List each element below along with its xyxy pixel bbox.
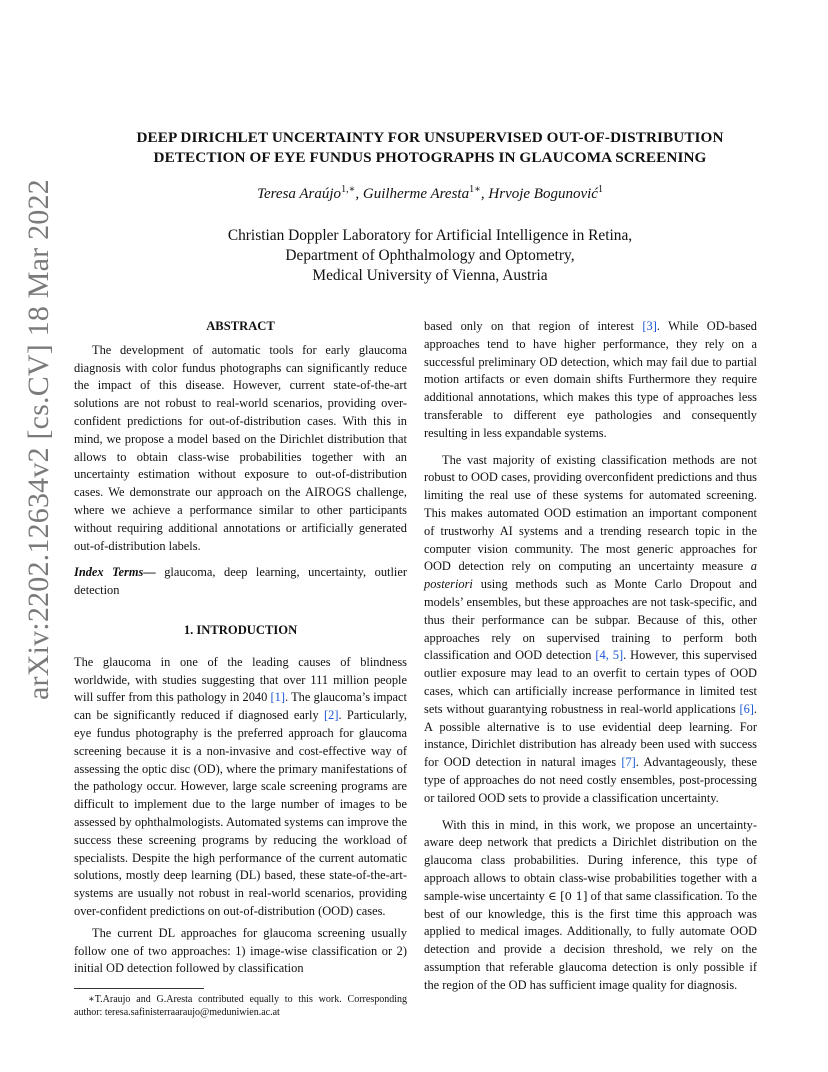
text-run: . However, this supervised outlier exposure may lead to an overfit to certain types of OOD cases, which can artificially increase performance in limited test sets without guarantying robustness in real-world applications — [424, 648, 757, 716]
index-terms — [74, 564, 407, 600]
citation-link[interactable]: [4, 5] — [595, 648, 624, 663]
title-line-1: DEEP DIRICHLET UNCERTAINTY FOR UNSUPERVISED OUT-OF-DISTRIBUTION — [136, 129, 724, 146]
author-name: Guilherme Aresta — [362, 186, 470, 202]
text-run: . While OD-based approaches tend to have higher performance, they rely on a successful preliminary OD detection, which may fail due to partial motion artifacts or even domain shifts Furthermore they require additional annotations, which makes this type of approaches less transferable to different eye pathologies and consequently resulting in less expandable systems. — [424, 319, 758, 440]
intro-paragraph-1 — [74, 654, 407, 921]
body-paragraph — [424, 318, 757, 443]
author-list: Teresa Araújo$^{1,∗}$, Guilherme Aresta$^{1∗}$, Hrvoje Bogunović$^1$ — [257, 184, 603, 202]
text-run: The glaucoma in one of the leading causes of blindness worldwide, with studies suggesting that over 111 million people will suffer from this pathology in 2040 — [74, 654, 407, 705]
affiliation-line: Department of Ophthalmology and Optometry, — [285, 247, 575, 264]
author-mark: 1∗ — [469, 184, 481, 195]
text-run: based only on that region of interest — [424, 319, 643, 333]
affiliation-line: Christian Doppler Laboratory for Artificial Intelligence in Retina, — [227, 227, 633, 244]
footnote-divider — [74, 988, 204, 989]
emphasis-text: a posteriori — [424, 559, 757, 592]
paper-title — [70, 128, 790, 168]
affiliation — [70, 226, 790, 286]
text-run: The vast majority of existing classification methods are not robust to OOD cases, providing overconfident predictions and thus limiting the real use of these systems for automated screening. This makes automated OOD estimation an important component of trustworhy AI systems and a trending research topic in the computer vision community. The most generic approaches for OOD detection rely on computing an uncertainty measure — [424, 452, 757, 574]
introduction-heading: 1. INTRODUCTION — [183, 622, 298, 637]
author-mark: 1 — [597, 184, 603, 195]
text-run: With this in mind, in this work, we propose an uncertainty-aware deep network that predicts a Dirichlet distribution on the glaucoma class probabilities. During inference, this type of approach allows to obtain class-wise probabilities together with a sample-wise uncertainty — [424, 817, 757, 903]
citation-link[interactable]: [7] — [621, 755, 636, 770]
text-run: of that same classification. To the best of our knowledge, this is the first time this approach was applied to medical images. Additionally, to fully automate OOD detection and provide a decision threshold, we rely on the assumption that referable glaucoma detection is only possible if the region of the OD has sufficient image quality for diagnosis. — [424, 888, 757, 992]
text-run: using methods such as Monte Carlo Dropout and models’ ensembles, but these approaches are not task-specific, and thus their performance can be subpar. Because of this, other approaches rely on supervised training to perform both classification and OOD detection — [424, 577, 757, 663]
author-mark: 1,∗ — [341, 184, 356, 195]
right-column — [424, 318, 757, 994]
affiliation-line: Medical University of Vienna, Austria — [312, 267, 548, 284]
body-paragraph — [424, 452, 757, 808]
text-run: . The glaucoma’s impact can be significantly reduced if diagnosed early — [74, 690, 407, 723]
author-name: Teresa Araújo — [257, 186, 342, 202]
author-name: Hrvoje Bogunović — [488, 186, 598, 202]
citation-link[interactable]: [3] — [642, 319, 657, 333]
index-terms-label: Index Terms— — [74, 565, 156, 580]
title-line-2: DETECTION OF EYE FUNDUS PHOTOGRAPHS IN GLAUCOMA SCREENING — [153, 149, 707, 166]
text-run: . Particularly, eye fundus photography is the preferred approach for glaucoma screening because it is a non-invasive and cost-effective way of assessing the optic disc (OD), where the primary manifestations of the pathology occur. However, large scale screening programs are difficult to implement due to the large number of images to be assessed by ophthalmologists. Automated systems can improve the success these screening programs by reducing the workload of specialists. Despite the high performance of the current automatic solutions, mostly deep learning (DL) based, these state-of-the-art-systems are usually not robust in real-world scenarios, providing over-confident predictions on out-of-distribution (OOD) cases. — [74, 708, 408, 918]
body-paragraph — [424, 817, 757, 995]
inline-math: ∈ [0 1] — [547, 888, 588, 903]
citation-link[interactable]: [1] — [270, 690, 285, 705]
intro-paragraph-2: The current DL approaches for glaucoma screening usually follow one of two approaches: 1) image-wise classification or 2) initial OD detection followed by classification — [74, 925, 407, 976]
index-terms-text: glaucoma, deep learning, uncertainty, outlier detection — [74, 565, 407, 598]
text-run: . Advantageously, these type of approaches do not need costly ensembles, post-processing or tailored OOD sets to provide a classification uncertainty. — [424, 755, 757, 805]
citation-link[interactable]: [6] — [739, 701, 754, 716]
left-column — [74, 318, 407, 1019]
text-run: . A possible alternative is to use evidential deep learning. For instance, Dirichlet distribution has already been used with success for OOD detection in natural images — [424, 701, 757, 770]
citation-link[interactable]: [2] — [324, 708, 339, 723]
abstract-heading: ABSTRACT — [206, 319, 275, 333]
footnote: ∗T.Araujo and G.Aresta contributed equally to this work. Corresponding author: teresa.safinisterraaraujo@meduniwien.ac.at — [74, 994, 407, 1019]
arxiv-identifier: arXiv:2202.12634v2 [cs.CV] 18 Mar 2022 — [22, 179, 55, 700]
abstract-text: The development of automatic tools for early glaucoma diagnosis with color fundus photographs can significantly reduce the impact of this disease. However, current state-of-the-art solutions are not robust to real-world scenarios, providing over-confident predictions for out-of-distribution cases. With this in mind, we propose a model based on the Dirichlet distribution that allows to obtain class-wise probabilities together with an uncertainty estimation without exposure to out-of-distribution cases. We demonstrate our approach on the AIROGS challenge, where we achieve a performance similar to other participants without requiring additional annotations or artificially generated out-of-distribution labels. — [74, 342, 407, 553]
